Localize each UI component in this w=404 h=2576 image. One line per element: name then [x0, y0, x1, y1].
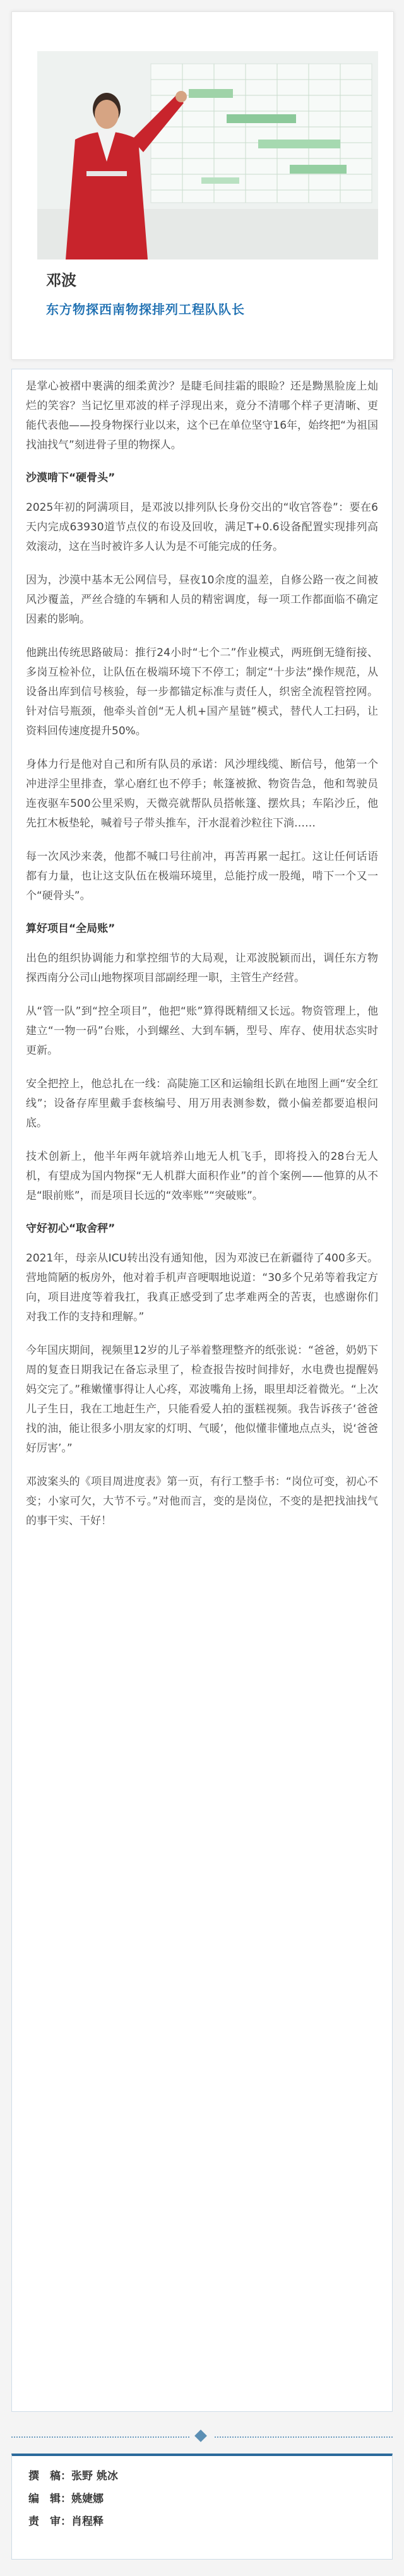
article-body	[11, 369, 393, 2412]
credit-reviewer	[28, 2510, 392, 2533]
credits-box	[11, 2454, 393, 2560]
section-paragraph: 身体力行是他对自己和所有队员的承诺：风沙埋线缆、断信号，他第一个冲进浮尘里排查，掌心磨红也不停手；帐篷被掀、物资告急，他和驾驶员连夜驱车500公里采购，天微亮就帮队员搭帐篷、摆炊具；车陷沙丘，他先扛木板垫轮，喊着号子带头推车，汗水混着沙粒往下淌……	[26, 758, 378, 830]
ornament-divider	[11, 2430, 393, 2445]
divider-line-left	[11, 2436, 189, 2438]
credit-editor-value: 姚婕娜	[71, 2493, 104, 2505]
credit-reviewer-label: 责 审：	[28, 2515, 71, 2528]
section-heading: 算好项目“全局账”	[26, 922, 116, 935]
section-paragraph: 2025年初的阿满项目，是邓波以排列队长身份交出的“收官答卷”：要在6天内完成63930道节点仪的布设及回收，满足T+0.6设备配置实现排列高效滚动，这在当时被许多人认为是不可能完成的任务。	[26, 501, 378, 553]
section-paragraph: 出色的组织协调能力和掌控细节的大局观，让邓波脱颖而出，调任东方物探西南分公司山地物探项目部副经理一职，主管生产经营。	[26, 952, 378, 984]
credit-editor	[28, 2488, 392, 2510]
section-paragraph: 从“管一队”到“控全项目”，他把“账”算得既精细又长远。物资管理上，他建立“一物一码”台账，小到螺丝、大到车辆，型号、库存、使用状态实时更新。	[26, 1005, 378, 1057]
profile-name: 邓波	[46, 271, 76, 289]
credit-writer	[28, 2465, 392, 2488]
section-paragraph: 他跳出传统思路破局：推行24小时“七个二”作业模式，两班倒无缝衔接、多岗互检补位，让队伍在极端环境下不停工；制定“十步法”操作规范，从设备出库到信号核验，每一步都锚定标准与责任人，织密全流程管控网。针对信号瓶颈，他牵头首创“无人机+国产星链”模式，替代人工扫码，让资料回传速度提升50%。	[26, 647, 378, 737]
section-heading: 守好初心“取舍秤”	[26, 1222, 116, 1235]
credit-writer-value: 张野 姚冰	[71, 2470, 118, 2483]
credit-writer-label: 撰 稿：	[28, 2470, 71, 2483]
section-paragraph: 安全把控上，他总扎在一线：高陡施工区和运输组长趴在地图上画“安全红线”；设备存库里戴手套核编号、用万用表测参数，微小偏差都要追根问底。	[26, 1078, 378, 1130]
profile-card	[11, 11, 394, 360]
credit-reviewer-value: 肖程释	[71, 2515, 104, 2528]
intro-paragraph: 是掌心被褶中裹满的细柔黄沙？是睫毛间挂霜的眼睑？还是黝黑脸庞上灿烂的笑容？当记忆里邓波的样子浮现出来，竟分不清哪个样子更清晰、更能代表他——投身物探行业以来，这个已在单位坚守16年，始终把“为祖国找油找气”刻进骨子里的物探人。	[26, 380, 378, 451]
divider-line-right	[215, 2436, 393, 2438]
diamond-icon	[194, 2430, 207, 2442]
section-paragraph: 2021年，母亲从ICU转出没有通知他，因为邓波已在新疆待了400多天。营地简陋的板房外，他对着手机声音哽咽地说道：“30多个兄弟等着我定方向，项目进度等着我扛，我真正感受到了忠孝难两全的苦衷，也感谢你们对我工作的支持和理解。”	[26, 1252, 378, 1323]
section-paragraph: 技术创新上，他半年两年就培养山地无人机飞手，即将投入的28台无人机，有望成为国内物探“无人机群大面积作业”的首个案例——他算的从不是“眼前账”，而是项目长远的“效率账”“突破账”。	[26, 1150, 378, 1202]
presentation-photo-illustration	[37, 51, 378, 259]
section-paragraph: 每一次风沙来袭，他都不喊口号往前冲，再苦再累一起扛。这让任何话语都有力量，也让这支队伍在极端环境里，总能拧成一股绳，啃下一个又一个“硬骨头”。	[26, 850, 378, 902]
credit-editor-label: 编 辑：	[28, 2493, 71, 2505]
section-paragraph: 今年国庆期间，视频里12岁的儿子举着整理整齐的纸张说：“爸爸，奶奶下周的复查日期我记在备忘录里了，检查报告按时间排好，水电费也提醒妈妈交完了。”稚嫩懂事得让人心疼，邓波嘴角上扬，眼里却泛着微光。“上次儿子生日，我在工地赶生产，只能看爱人拍的蛋糕视频。我告诉孩子‘爸爸找的油，能让很多小朋友家的灯明、气暖’，他似懂非懂地点点头，说‘爸爸好厉害’。”	[26, 1344, 378, 1455]
profile-photo	[37, 51, 378, 259]
section-paragraph: 因为，沙漠中基本无公网信号，昼夜10余度的温差，自修公路一夜之间被风沙覆盖，严丝合缝的车辆和人员的精密调度，每一项工作都面临不确定因素的影响。	[26, 574, 378, 626]
profile-title: 东方物探西南物探排列工程队队长	[46, 302, 245, 317]
section-paragraph: 邓波案头的《项目周进度表》第一页，有行工整手书：“岗位可变，初心不变；小家可欠，大节不亏。”对他而言，变的是岗位，不变的是把找油找气的事干实、干好！	[26, 1476, 378, 1527]
section-heading: 沙漠啃下“硬骨头”	[26, 472, 116, 484]
